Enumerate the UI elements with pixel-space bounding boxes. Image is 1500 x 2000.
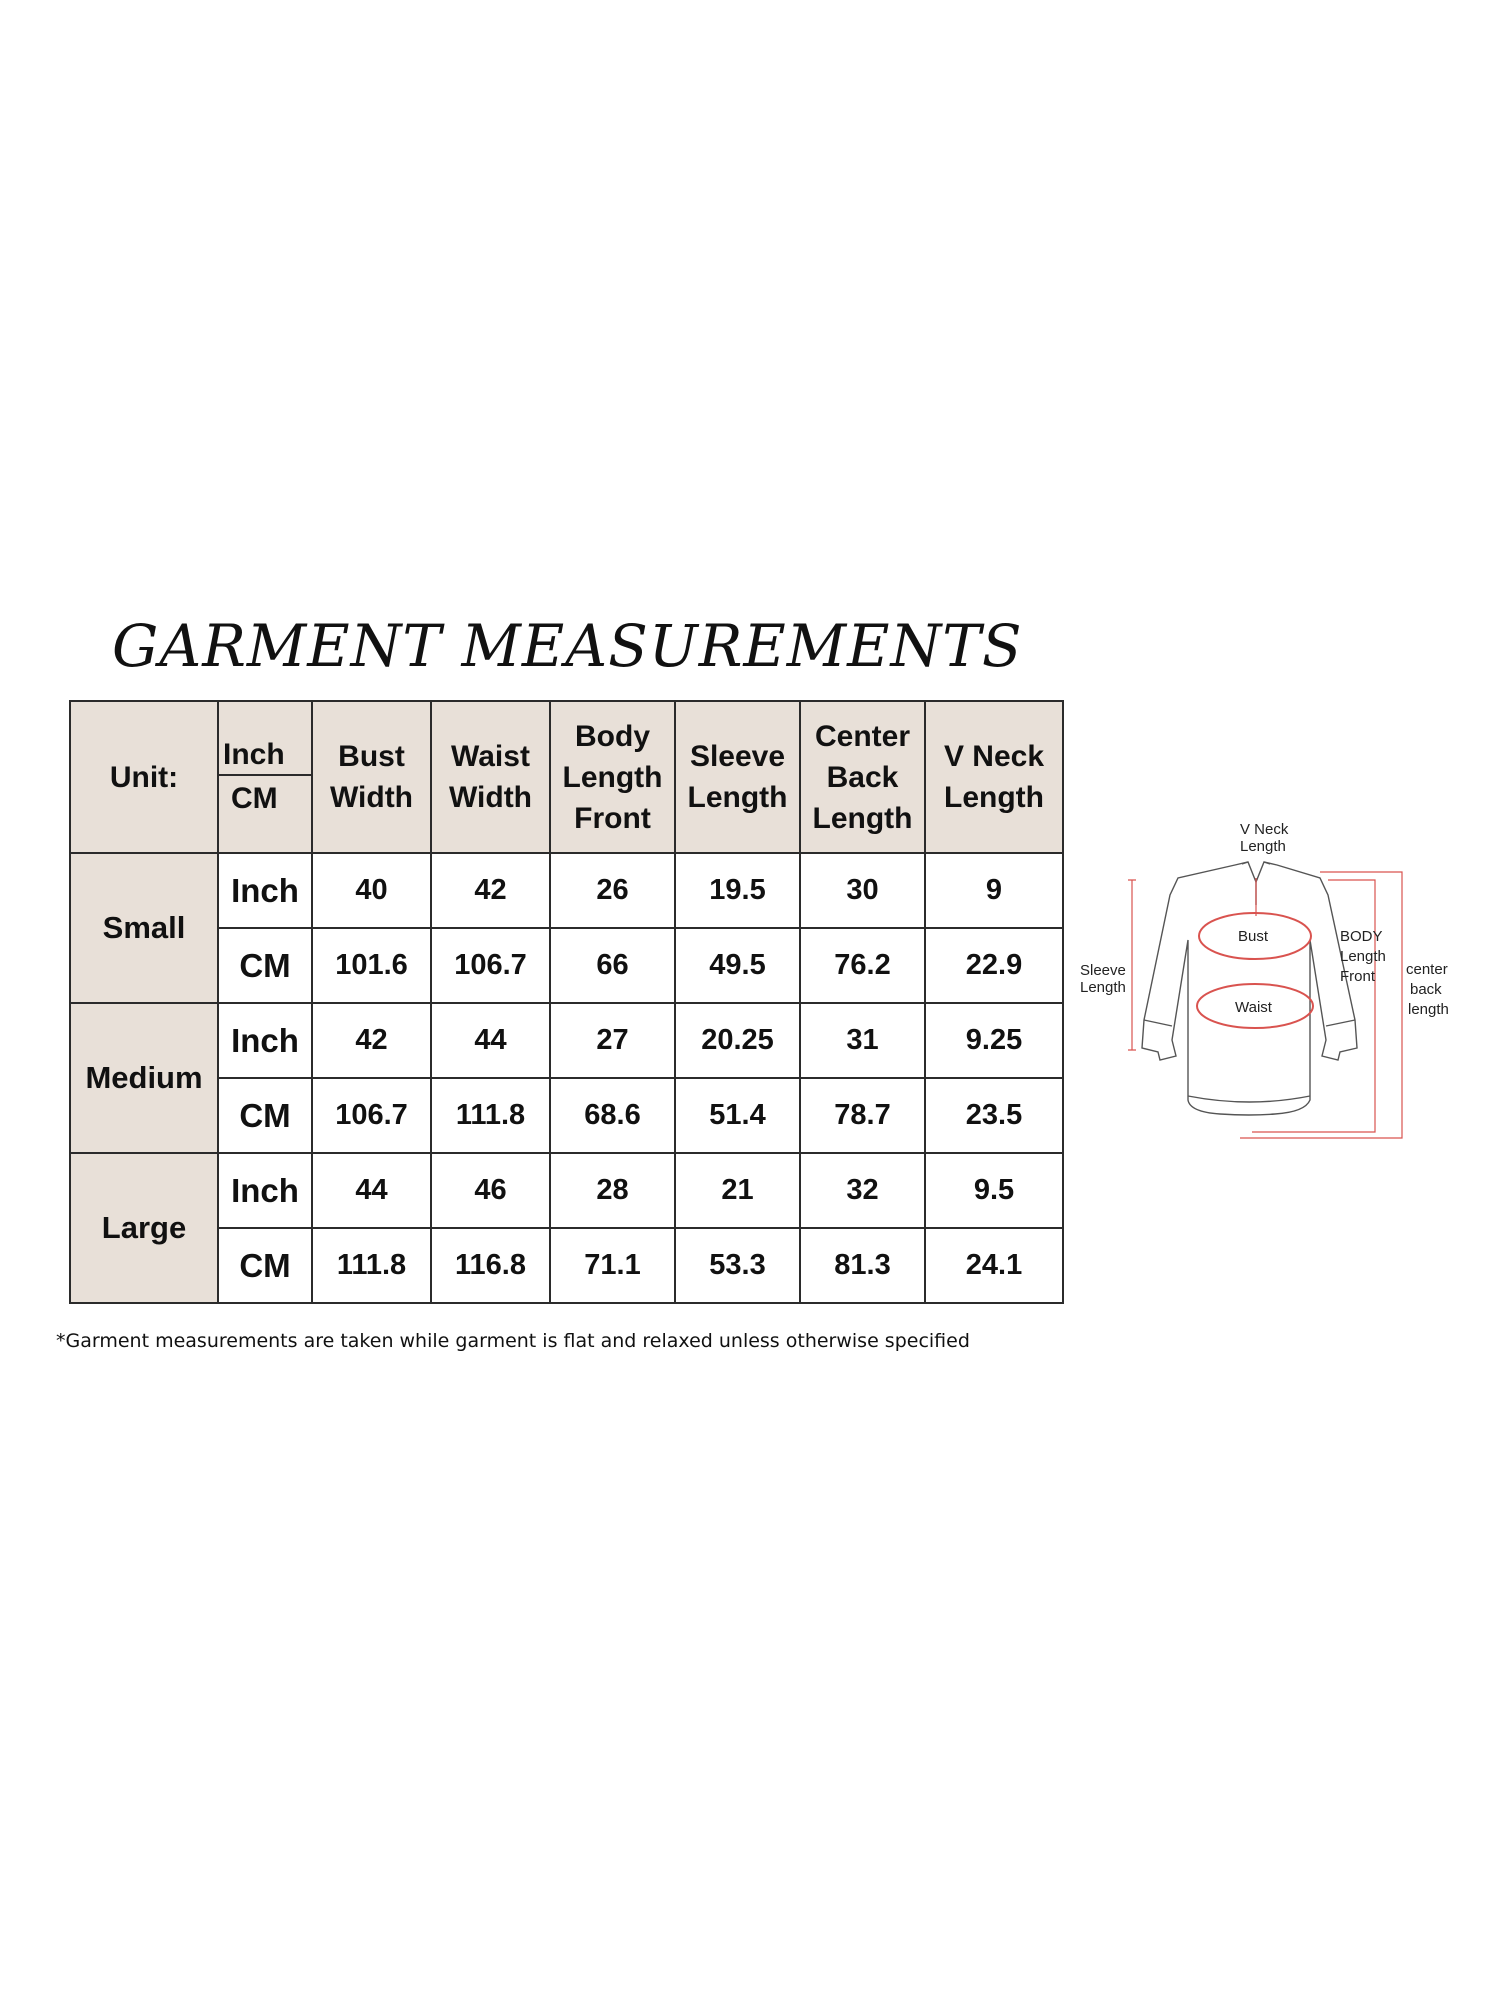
cell: 31 — [800, 1003, 925, 1078]
label-waist: Waist — [1235, 999, 1272, 1016]
cell: 9.25 — [925, 1003, 1063, 1078]
garment-diagram — [1070, 820, 1490, 1160]
cell: 42 — [431, 853, 550, 928]
label-body-2: Length — [1340, 948, 1386, 965]
unit-cell: Inch — [218, 1153, 312, 1228]
label-center-back-2: back — [1410, 981, 1442, 998]
unit-inch-label: Inch — [223, 738, 285, 771]
cell: 30 — [800, 853, 925, 928]
cell: 46 — [431, 1153, 550, 1228]
cell: 101.6 — [312, 928, 431, 1003]
cell: 32 — [800, 1153, 925, 1228]
cell: 21 — [675, 1153, 800, 1228]
cell: 76.2 — [800, 928, 925, 1003]
table-row — [70, 853, 1063, 928]
cell: 78.7 — [800, 1078, 925, 1153]
cell: 19.5 — [675, 853, 800, 928]
blouse-outline-icon — [1142, 862, 1357, 1115]
cell: 66 — [550, 928, 675, 1003]
col-header-body-length: Body Length Front — [550, 701, 675, 853]
label-sleeve-2: Length — [1080, 979, 1126, 996]
blouse-sketch — [1070, 820, 1490, 1160]
cell: 44 — [431, 1003, 550, 1078]
unit-divider — [219, 774, 311, 776]
label-body-1: BODY — [1340, 928, 1383, 945]
label-v-neck-1: V Neck — [1240, 821, 1289, 838]
cell: 111.8 — [312, 1228, 431, 1303]
cell: 71.1 — [550, 1228, 675, 1303]
cell: 106.7 — [312, 1078, 431, 1153]
cell: 27 — [550, 1003, 675, 1078]
cell: 26 — [550, 853, 675, 928]
cell: 68.6 — [550, 1078, 675, 1153]
cell: 81.3 — [800, 1228, 925, 1303]
cell: 9 — [925, 853, 1063, 928]
cell: 44 — [312, 1153, 431, 1228]
unit-cell: CM — [218, 1078, 312, 1153]
cell: 23.5 — [925, 1078, 1063, 1153]
label-body-3: Front — [1340, 968, 1376, 985]
table-row — [70, 1078, 1063, 1153]
cell: 22.9 — [925, 928, 1063, 1003]
label-v-neck-2: Length — [1240, 838, 1286, 855]
table-row — [70, 1003, 1063, 1078]
cell: 28 — [550, 1153, 675, 1228]
cell: 40 — [312, 853, 431, 928]
cell: 42 — [312, 1003, 431, 1078]
cell: 51.4 — [675, 1078, 800, 1153]
unit-cell: CM — [218, 1228, 312, 1303]
col-header-bust: Bust Width — [312, 701, 431, 853]
unit-cell: CM — [218, 928, 312, 1003]
cell: 53.3 — [675, 1228, 800, 1303]
unit-legend — [218, 701, 312, 853]
measurement-table — [69, 700, 1064, 1304]
cell: 9.5 — [925, 1153, 1063, 1228]
col-header-sleeve: Sleeve Length — [675, 701, 800, 853]
size-label-small: Small — [70, 853, 218, 1003]
page-title: GARMENT MEASUREMENTS — [112, 612, 1023, 680]
cell: 116.8 — [431, 1228, 550, 1303]
cell: 111.8 — [431, 1078, 550, 1153]
unit-cm-label: CM — [231, 782, 278, 815]
cell: 106.7 — [431, 928, 550, 1003]
label-sleeve-1: Sleeve — [1080, 962, 1126, 979]
unit-cell: Inch — [218, 1003, 312, 1078]
cell: 49.5 — [675, 928, 800, 1003]
label-bust: Bust — [1238, 928, 1269, 945]
col-header-v-neck: V Neck Length — [925, 701, 1063, 853]
table-row — [70, 1153, 1063, 1228]
header-row — [70, 701, 1063, 853]
table-row — [70, 1228, 1063, 1303]
col-header-center-back: Center Back Length — [800, 701, 925, 853]
label-center-back-3: length — [1408, 1001, 1449, 1018]
cell: 24.1 — [925, 1228, 1063, 1303]
size-label-large: Large — [70, 1153, 218, 1303]
label-center-back-1: center — [1406, 961, 1448, 978]
col-header-waist: Waist Width — [431, 701, 550, 853]
size-label-medium: Medium — [70, 1003, 218, 1153]
footnote: *Garment measurements are taken while garment is flat and relaxed unless otherwise specified — [56, 1330, 970, 1352]
cell: 20.25 — [675, 1003, 800, 1078]
table-row — [70, 928, 1063, 1003]
unit-cell: Inch — [218, 853, 312, 928]
unit-label: Unit: — [70, 701, 218, 853]
